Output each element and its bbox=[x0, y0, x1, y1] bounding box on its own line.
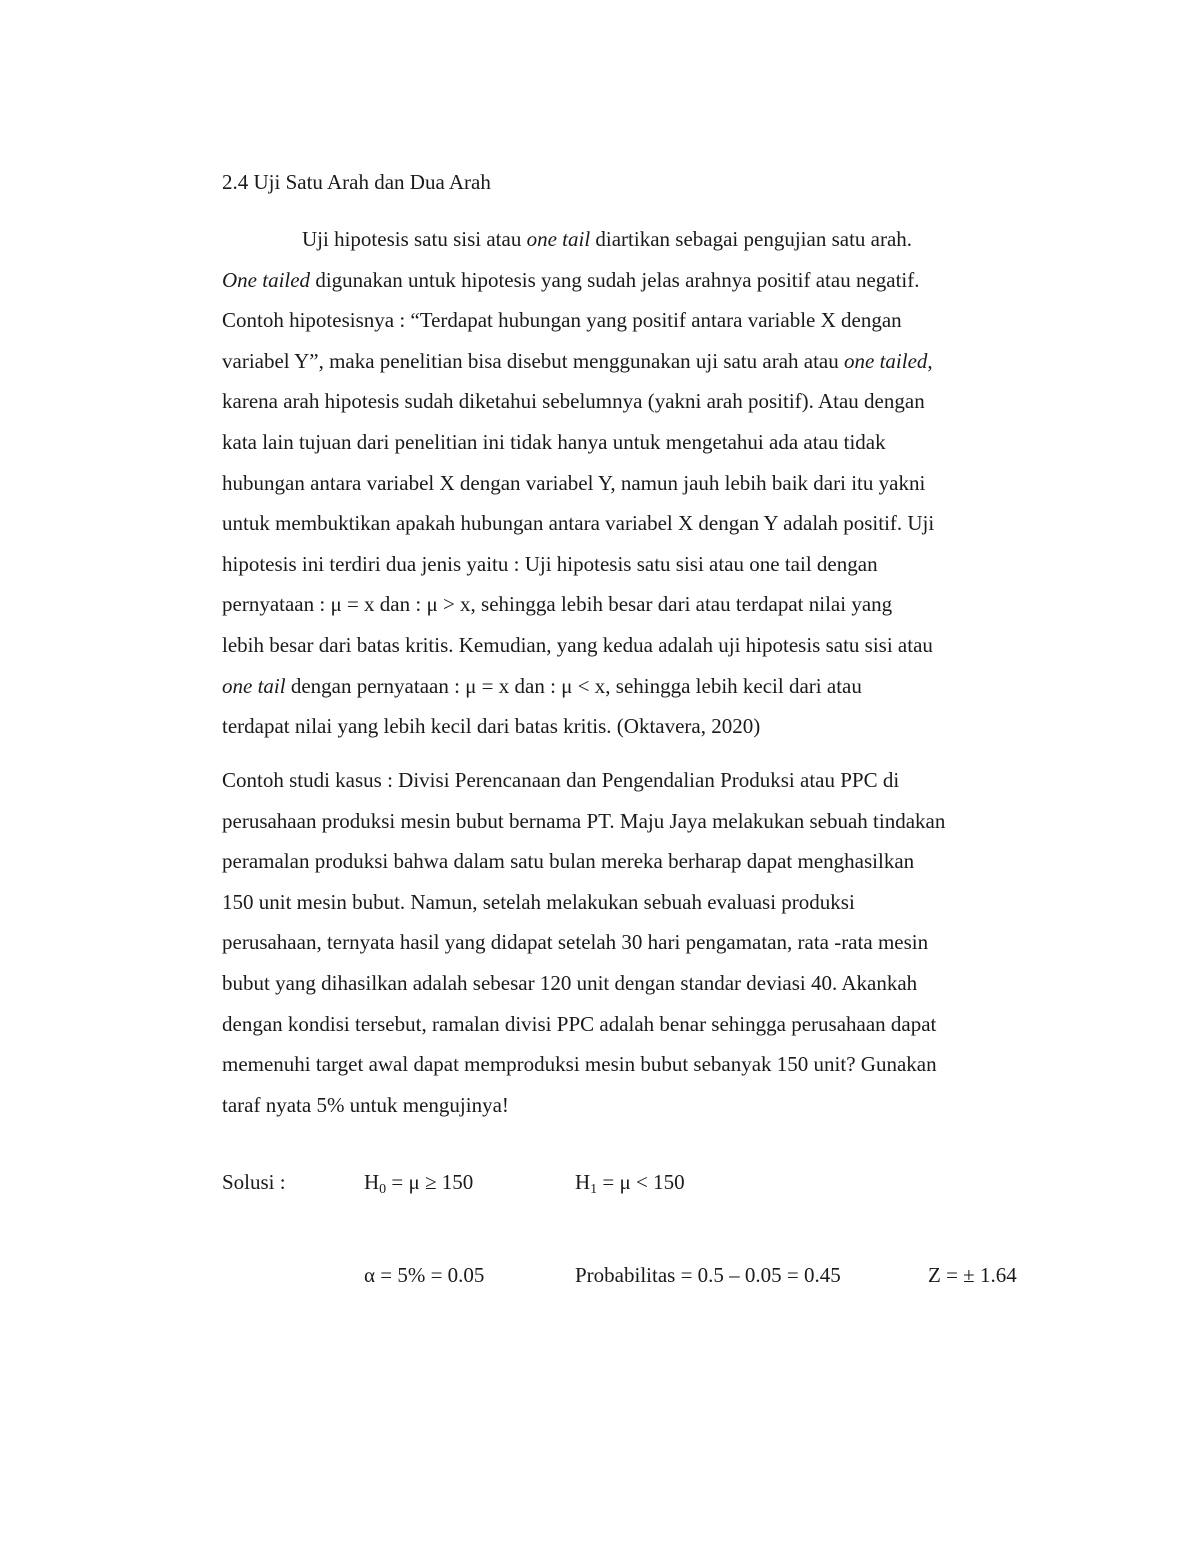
section-heading: 2.4 Uji Satu Arah dan Dua Arah bbox=[222, 170, 491, 194]
text-line: memenuhi target awal dapat memproduksi mesin bubut sebanyak 150 unit? Gunakan bbox=[222, 1052, 937, 1077]
text-line: bubut yang dihasilkan adalah sebesar 120 unit dengan standar deviasi 40. Akankah bbox=[222, 970, 918, 995]
text-line: perusahaan, ternyata hasil yang didapat setelah 30 hari pengamatan, rata -rata mesin bbox=[222, 930, 929, 955]
text-line: one tail dengan pernyataan : μ = x dan : μ < x, sehingga lebih kecil dari atau bbox=[222, 673, 862, 698]
text-line: One tailed digunakan untuk hipotesis yang sudah jelas arahnya positif atau negatif. bbox=[222, 267, 920, 292]
text-line: terdapat nilai yang lebih kecil dari batas kritis. (Oktavera, 2020) bbox=[222, 714, 761, 739]
hypothesis-h1: $H_1 = \mu < 150$ bbox=[575, 1170, 685, 1197]
solution-label: Solusi : bbox=[222, 1170, 286, 1194]
text-line: pernyataan : μ = x dan : μ > x, sehingga lebih besar dari atau terdapat nilai yang bbox=[222, 592, 893, 617]
text-line: hubungan antara variabel X dengan variabel Y, namun jauh lebih baik dari itu yakni bbox=[222, 470, 926, 495]
text-line: Uji hipotesis satu sisi atau one tail diartikan sebagai pengujian satu arah. bbox=[302, 227, 913, 251]
alpha-value: α = 5% = 0.05 bbox=[364, 1263, 485, 1287]
text-line: perusahaan produksi mesin bubut bernama PT. Maju Jaya melakukan sebuah tindakan bbox=[222, 808, 946, 833]
probability-value: Probabilitas = 0.5 – 0.05 = 0.45 bbox=[575, 1263, 841, 1287]
text-line: dengan kondisi tersebut, ramalan divisi PPC adalah benar sehingga perusahaan dapat bbox=[222, 1011, 937, 1036]
text-line: untuk membuktikan apakah hubungan antara variabel X dengan Y adalah positif. Uji bbox=[222, 511, 935, 536]
text-line: karena arah hipotesis sudah diketahui sebelumnya (yakni arah positif). Atau dengan bbox=[222, 389, 925, 414]
text-line: 150 unit mesin bubut. Namun, setelah melakukan sebuah evaluasi produksi bbox=[222, 889, 855, 914]
text-line: Contoh hipotesisnya : “Terdapat hubungan yang positif antara variable X dengan bbox=[222, 308, 902, 333]
text-line: taraf nyata 5% untuk mengujinya! bbox=[222, 1092, 509, 1117]
paragraph-one-tail bbox=[222, 219, 1052, 747]
text-line: hipotesis ini terdiri dua jenis yaitu : Uji hipotesis satu sisi atau one tail dengan bbox=[222, 551, 878, 576]
text-line: Contoh studi kasus : Divisi Perencanaan dan Pengendalian Produksi atau PPC di bbox=[222, 768, 900, 792]
z-value: Z = ± 1.64 bbox=[928, 1263, 1017, 1287]
paragraph-case-study bbox=[222, 760, 1052, 1125]
text-line: kata lain tujuan dari penelitian ini tidak hanya untuk mengetahui ada atau tidak bbox=[222, 429, 886, 454]
text-line: peramalan produksi bahwa dalam satu bulan mereka berharap dapat menghasilkan bbox=[222, 849, 915, 874]
text-line: lebih besar dari batas kritis. Kemudian, yang kedua adalah uji hipotesis satu sisi atau bbox=[222, 632, 933, 657]
hypothesis-h0: $H_0 = \mu \ge 150$ bbox=[364, 1170, 474, 1197]
text-line: variabel Y”, maka penelitian bisa disebut menggunakan uji satu arah atau one tailed, bbox=[222, 348, 933, 373]
